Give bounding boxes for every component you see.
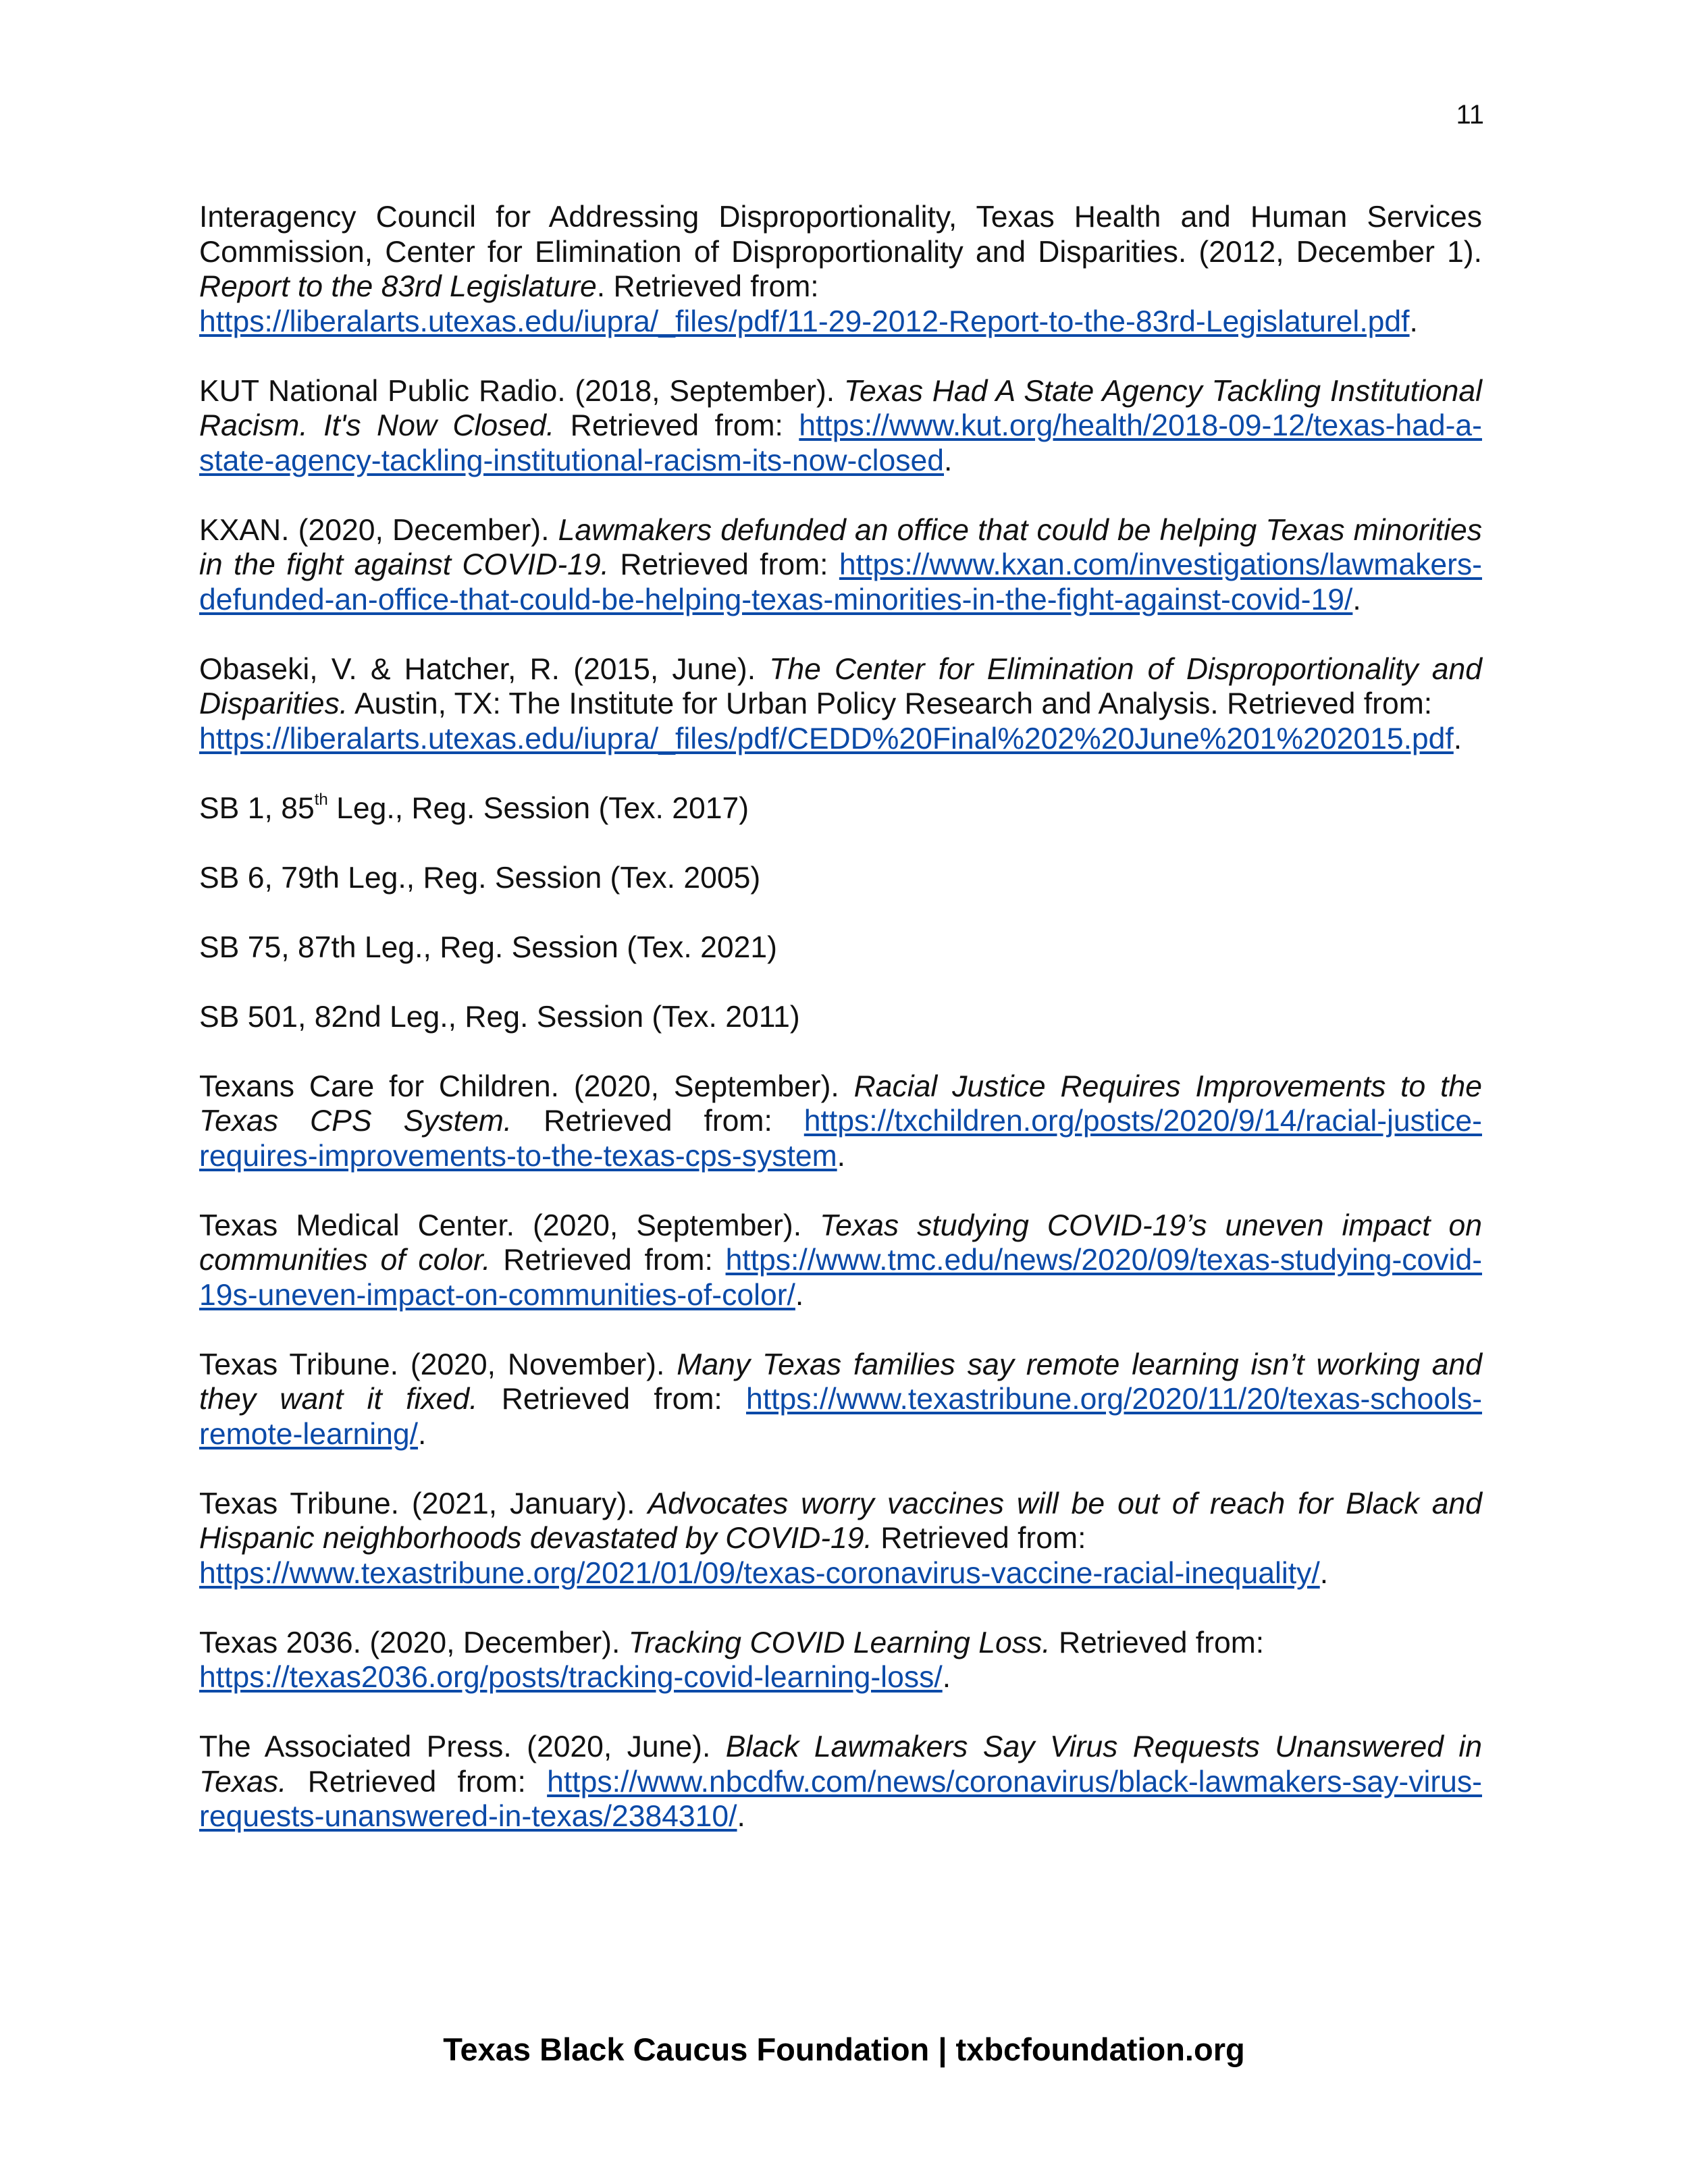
superscript: th xyxy=(314,790,328,809)
page-number: 11 xyxy=(1456,100,1484,130)
reference-text: Retrieved from: xyxy=(1050,1626,1265,1659)
reference-entry: Texas Tribune. (2021, January). Advocates worry vaccines will be out of reach for Black and Hispanic neighborhoods devastated by COVID-19. Retrieved from: https://www.texastribune.org/2021/01/09/texas-coronavirus-vaccine-racial-inequality/. xyxy=(199,1487,1482,1590)
reference-link[interactable]: https://www.tmc.edu/news/2020/09/texas-studying-covid-19s-uneven-impact-on-communities-of-color/ xyxy=(199,1244,1483,1312)
reference-title: Lawmakers defunded an office that could be helping Texas minorities in the fight against COVID-19. xyxy=(199,513,1482,581)
reference-entry xyxy=(199,1000,1482,1035)
reference-title: Texas Had A State Agency Tackling Institutional Racism. It's Now Closed. xyxy=(199,374,1482,442)
reference-text: KXAN. (2020, December). xyxy=(199,513,558,547)
reference-link[interactable]: https://texas2036.org/posts/tracking-covid-learning-loss/ xyxy=(199,1661,943,1694)
reference-entry: Texas Tribune. (2020, November). Many Texas families say remote learning isn’t working and they want it fixed. Retrieved from: https://www.texastribune.org/2020/11/20/texas-schools-remote-learning/. xyxy=(199,1348,1483,1451)
reference-text: Leg., Reg. Session (Tex. 2017) xyxy=(327,791,749,825)
reference-list xyxy=(199,200,1482,1869)
reference-link[interactable]: https://www.kut.org/health/2018-09-12/texas-had-a-state-agency-tackling-institutional-racism-its-now-closed xyxy=(199,409,1482,477)
reference-text: The Associated Press. (2020, June). xyxy=(199,1730,726,1763)
reference-text: Retrieved from: xyxy=(490,1244,726,1277)
reference-text: Texas Tribune. (2021, January). xyxy=(199,1487,648,1520)
reference-entry: Interagency Council for Addressing Disproportionality, Texas Health and Human Services Commission, Center for Elimination of Disproportionality and Disparities. (2012, December 1). Report to the 83rd Legislature. Retrieved from: https://liberalarts.utexas.edu/iupra/_files/pdf/11-29-2012-Report-to-the-83rd-Legislaturel.pdf. xyxy=(199,201,1482,338)
reference-entry: The Associated Press. (2020, June). Black Lawmakers Say Virus Requests Unanswered in Texas. Retrieved from: https://www.nbcdfw.com/news/coronavirus/black-lawmakers-say-virus-requests-unanswered-in-texas/2384310/. xyxy=(199,1730,1482,1833)
reference-entry xyxy=(199,930,1482,965)
reference-text: SB 75, 87th Leg., Reg. Session (Tex. 2021) xyxy=(199,930,777,964)
reference-title: Tracking COVID Learning Loss. xyxy=(628,1626,1051,1659)
reference-text: Texas 2036. (2020, December). xyxy=(199,1626,629,1659)
reference-text: Retrieved from: xyxy=(554,409,799,442)
reference-text: Texans Care for Children. (2020, September). xyxy=(199,1069,854,1103)
reference-text: Retrieved from: xyxy=(286,1765,548,1799)
reference-entry: Texans Care for Children. (2020, September). Racial Justice Requires Improvements to the Texas CPS System. Retrieved from: https://txchildren.org/posts/2020/9/14/racial-justice-requires-improvements-to-the-texas-cps-system. xyxy=(199,1069,1482,1173)
reference-entry: Texas Medical Center. (2020, September). Texas studying COVID-19’s uneven impact on communities of color. Retrieved from: https://www.tmc.edu/news/2020/09/texas-studying-covid-19s-uneven-impact-on-communities-of-color/. xyxy=(199,1208,1483,1312)
reference-text: SB 501, 82nd Leg., Reg. Session (Tex. 2011) xyxy=(199,1000,800,1034)
reference-text: Interagency Council for Addressing Disproportionality, Texas Health and Human Services Commission, Center for Elimination of Disproportionality and Disparities. (2012, December 1). xyxy=(199,201,1482,269)
reference-text: . Retrieved from: xyxy=(596,270,819,303)
reference-text: Texas Medical Center. (2020, September). xyxy=(199,1208,820,1242)
reference-link[interactable]: https://www.nbcdfw.com/news/coronavirus/black-lawmakers-say-virus-requests-unanswered-in-texas/2384310/ xyxy=(199,1765,1482,1833)
reference-title: The Center for Elimination of Disproportionality and Disparities. xyxy=(199,652,1482,720)
reference-title: Texas studying COVID-19’s uneven impact on communities of color. xyxy=(199,1208,1482,1277)
reference-text: SB 6, 79th Leg., Reg. Session (Tex. 2005) xyxy=(199,861,761,895)
reference-entry xyxy=(199,791,1482,826)
reference-entry xyxy=(199,861,1482,896)
reference-title: Racial Justice Requires Improvements to the Texas CPS System. xyxy=(199,1069,1482,1138)
reference-title: Report to the 83rd Legislature xyxy=(199,270,597,303)
reference-link[interactable]: https://txchildren.org/posts/2020/9/14/racial-justice-requires-improvements-to-the-texas-cps-system xyxy=(199,1104,1482,1173)
reference-entry: KUT National Public Radio. (2018, September). Texas Had A State Agency Tackling Institutional Racism. It's Now Closed. Retrieved from: https://www.kut.org/health/2018-09-12/texas-had-a-state-agency-tackling-institutional-racism-its-now-closed. xyxy=(199,374,1482,477)
reference-title: Black Lawmakers Say Virus Requests Unanswered in Texas. xyxy=(199,1730,1482,1799)
reference-link[interactable]: https://www.texastribune.org/2021/01/09/texas-coronavirus-vaccine-racial-inequality/ xyxy=(199,1556,1320,1590)
reference-title: Advocates worry vaccines will be out of reach for Black and Hispanic neighborhoods devastated by COVID-19. xyxy=(199,1487,1482,1555)
footer: Texas Black Caucus Foundation | txbcfoundation.org xyxy=(443,2031,1245,2067)
reference-text: SB 1, 85 xyxy=(199,791,315,825)
reference-text: Retrieved from: xyxy=(872,1522,1086,1555)
reference-title: Many Texas families say remote learning isn’t working and they want it fixed. xyxy=(199,1348,1482,1416)
reference-text: Retrieved from: xyxy=(477,1383,746,1416)
reference-text: Obaseki, V. & Hatcher, R. (2015, June). xyxy=(199,652,770,686)
reference-link[interactable]: https://liberalarts.utexas.edu/iupra/_files/pdf/CEDD%20Final%202%20June%201%202015.pdf xyxy=(199,722,1454,755)
reference-entry: Texas 2036. (2020, December). Tracking COVID Learning Loss. Retrieved from: https://texas2036.org/posts/tracking-covid-learning-loss/. xyxy=(199,1626,1265,1694)
reference-entry: KXAN. (2020, December). Lawmakers defunded an office that could be helping Texas minorities in the fight against COVID-19. Retrieved from: https://www.kxan.com/investigations/lawmakers-defunded-an-office-that-could-be-helping-texas-minorities-in-the-fight-against-covid-19/. xyxy=(199,513,1483,616)
reference-link[interactable]: https://www.texastribune.org/2020/11/20/texas-schools-remote-learning/ xyxy=(199,1383,1483,1451)
reference-text: Retrieved from: xyxy=(512,1104,804,1138)
reference-text: KUT National Public Radio. (2018, September). xyxy=(199,374,844,408)
reference-text: Austin, TX: The Institute for Urban Policy Research and Analysis. Retrieved from: xyxy=(348,687,1433,720)
reference-entry: Obaseki, V. & Hatcher, R. (2015, June). The Center for Elimination of Disproportionality and Disparities. Austin, TX: The Institute for Urban Policy Research and Analysis. Retrieved from: https://liberalarts.utexas.edu/iupra/_files/pdf/CEDD%20Final%202%20June%201%202015.pdf. xyxy=(199,652,1482,755)
reference-text: Texas Tribune. (2020, November). xyxy=(199,1348,677,1381)
reference-link[interactable]: https://liberalarts.utexas.edu/iupra/_files/pdf/11-29-2012-Report-to-the-83rd-Legislaturel.pdf xyxy=(199,304,1410,338)
reference-text: Retrieved from: xyxy=(609,548,839,581)
reference-link[interactable]: https://www.kxan.com/investigations/lawmakers-defunded-an-office-that-could-be-helping-texas-minorities-in-the-fight-against-covid-19/ xyxy=(199,548,1483,616)
